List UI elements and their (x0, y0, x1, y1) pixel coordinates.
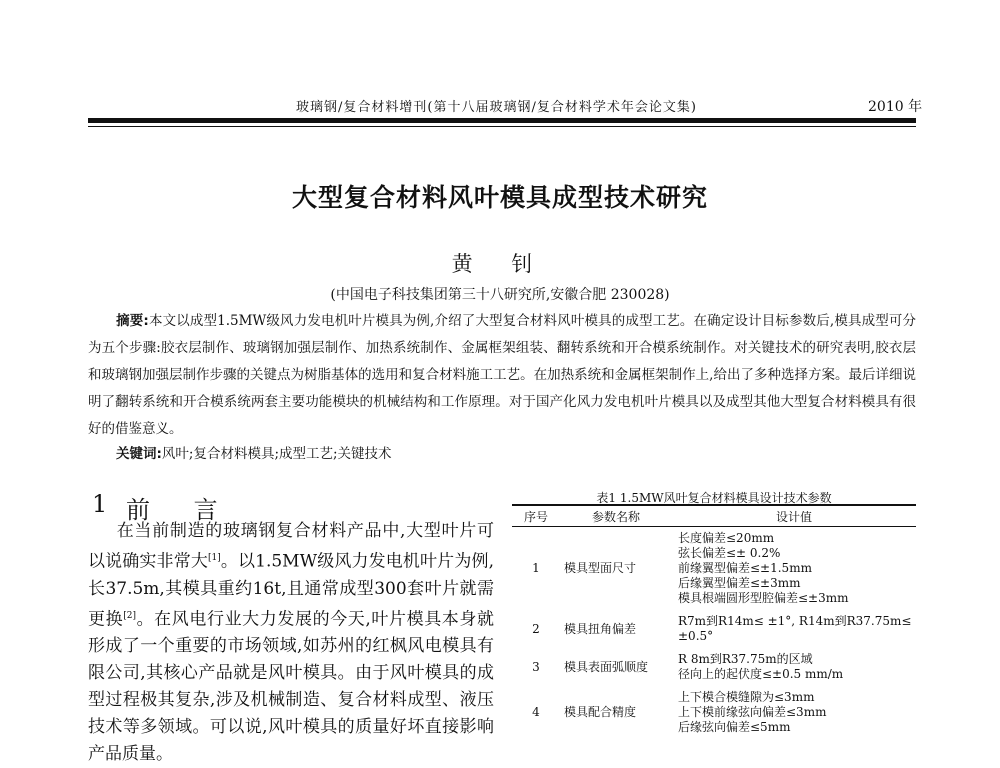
header-name: 参数名称 (560, 505, 672, 527)
row-name: 模具配合精度 (564, 705, 637, 719)
paper-title: 大型复合材料风叶模具成型技术研究 (291, 183, 708, 212)
table-caption: 表1 1.5MW风叶复合材料模具设计技术参数 (596, 491, 832, 505)
paragraph-text-2: 。以1.5MW级风力发电机叶片为例,长37.5m,其模具重约16t,且通常成型300套叶片就需更换 (88, 551, 495, 630)
value-line: 上下模合模缝隙为≤3mm (678, 690, 815, 704)
table-row (512, 648, 916, 686)
table-row (512, 610, 916, 648)
section-paragraph (88, 518, 494, 768)
value-line: 弦长偏差≤± 0.2% (678, 546, 781, 560)
value-line: R 8m到R37.75m的区域 (678, 652, 813, 666)
section-number: 1 (92, 490, 108, 518)
value-line: 模具根端圆形型腔偏差≤±3mm (678, 591, 849, 605)
reference-mark-2: [2] (123, 610, 136, 621)
abstract-label: 摘要: (116, 313, 149, 329)
header-rule-thin (88, 126, 916, 127)
header-value: 设计值 (672, 505, 916, 527)
paragraph-text-3: 。在风电行业大力发展的今天,叶片模具本身就形成了一个重要的市场领域,如苏州的红枫风电模具有限公司,其核心产品就是风叶模具。由于风叶模具的成型过程极其复杂,涉及机械制造、复合材料成型、液压技术等多领域。可以说,风叶模具的质量好坏直接影响产品质量。 (88, 609, 495, 765)
row-no: 1 (532, 561, 540, 575)
paper-author: 黄 钊 (451, 252, 549, 276)
value-line: 径向上的起伏度≤±0.5 mm/m (678, 667, 844, 681)
row-name: 模具表面弧顺度 (564, 659, 649, 674)
value-line: 前缘翼型偏差≤±1.5mm (678, 561, 812, 575)
row-no: 4 (532, 705, 540, 719)
value-line: 长度偏差≤20mm (678, 531, 775, 545)
value-line: R7m到R14m≤ ±1°, R14m到R37.75m≤ (678, 614, 912, 628)
journal-year: 2010 年 (868, 99, 923, 115)
row-no: 2 (532, 621, 540, 636)
value-line: 上下模前缘弦向偏差≤3mm (678, 705, 827, 719)
header-rule-thick (88, 118, 916, 123)
section-title: 前 言 (126, 496, 236, 524)
table-row (512, 686, 916, 739)
value-line: 后缘翼型偏差≤±3mm (678, 576, 801, 590)
keywords-text: 风叶;复合材料模具;成型工艺;关键技术 (161, 446, 392, 462)
keywords-label: 关键词: (116, 446, 162, 462)
row-values (672, 648, 916, 686)
table-header-row (512, 505, 916, 527)
reference-mark-1: [1] (207, 553, 221, 563)
table-row (512, 527, 916, 611)
row-values (672, 610, 916, 648)
parameter-table (512, 504, 916, 739)
value-line: 后缘弦向偏差≤5mm (678, 720, 791, 734)
row-name: 模具型面尺寸 (564, 561, 637, 575)
row-values (672, 527, 916, 611)
paragraph-text-1: 在当前制造的玻璃钢复合材料产品中,大型叶片可以说确实非常大 (88, 521, 494, 572)
value-line: ±0.5° (678, 629, 714, 643)
keywords (116, 442, 392, 462)
header-no: 序号 (512, 505, 560, 527)
paper-affiliation: (中国电子科技集团第三十八研究所,安徽合肥 230028) (330, 287, 670, 303)
abstract (88, 308, 916, 443)
abstract-text: 本文以成型1.5MW级风力发电机叶片模具为例,介绍了大型复合材料风叶模具的成型工艺。在确定设计目标参数后,模具成型可分为五个步骤:胶衣层制作、玻璃钢加强层制作、加热系统制作、金属框架组装、翻转系统和开合模系统制作。对关键技术的研究表明,胶衣层和玻璃钢加强层制作步骤的关键点为树脂基体的选用和复合材料施工工艺。在加热系统和金属框架制作上,给出了多种选择方案。最后详细说明了翻转系统和开合模系统两套主要功能模块的机械结构和工作原理。对于国产化风力发电机叶片模具以及成型其他大型复合材料模具有很好的借鉴意义。 (88, 313, 916, 437)
journal-header: 玻璃钢/复合材料增刊(第十八届玻璃钢/复合材料学术年会论文集) (296, 100, 697, 115)
row-no: 3 (532, 659, 540, 674)
row-values (672, 686, 916, 739)
row-name: 模具扭角偏差 (564, 621, 637, 636)
